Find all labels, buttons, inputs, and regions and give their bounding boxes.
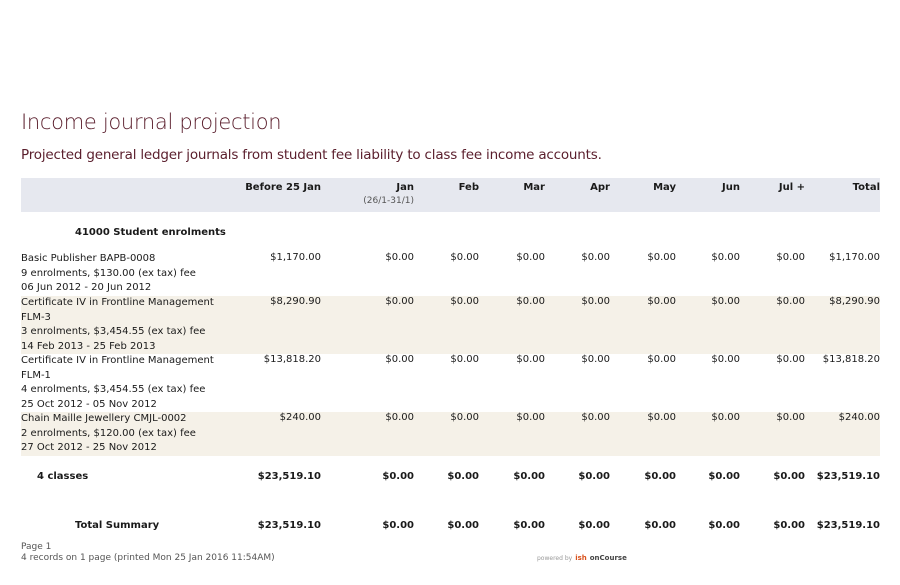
income-journal-table [21, 178, 880, 544]
cell-total: $1,170.00 [829, 252, 880, 263]
class-enrolments: 3 enrolments, $3,454.55 (ex tax) fee [21, 326, 206, 337]
cell-feb: $0.00 [414, 412, 479, 456]
class-dates: 27 Oct 2012 - 25 Nov 2012 [21, 442, 157, 453]
summary-total: $23,519.10 [816, 519, 880, 531]
cell-mar: $0.00 [479, 296, 545, 354]
powered-by-text: powered by [537, 554, 573, 562]
class-enrolments: 2 enrolments, $120.00 (ex tax) fee [21, 427, 196, 439]
cell-feb: $0.00 [450, 354, 479, 365]
summary-jun: $0.00 [708, 519, 740, 531]
table-header-row [21, 178, 880, 212]
account-row [21, 212, 880, 252]
summary-label: Total Summary [75, 519, 160, 531]
cell-jan: $0.00 [385, 252, 414, 263]
table-row [21, 252, 880, 296]
cell-jun: $0.00 [676, 412, 740, 456]
subtotal-apr: $0.00 [578, 470, 610, 482]
subtotal-jan: $0.00 [382, 470, 414, 482]
cell-mar: $0.00 [516, 354, 545, 365]
cell-mar: $0.00 [479, 412, 545, 456]
subtotal-total: $23,519.10 [816, 470, 880, 482]
class-dates: 14 Feb 2013 - 25 Feb 2013 [21, 340, 156, 352]
oncourse-brand: onCourse [589, 554, 627, 562]
header-jan: Jan (26/1-31/1) [321, 178, 414, 212]
cell-jan: $0.00 [321, 296, 414, 354]
header-jan-range: (26/1-31/1) [363, 196, 414, 206]
ish-logo-icon: ish [575, 554, 587, 562]
class-dates: 25 Oct 2012 - 05 Nov 2012 [21, 398, 157, 410]
cell-jul: $0.00 [776, 252, 805, 263]
subtotal-jun: $0.00 [708, 470, 740, 482]
page-footer [21, 542, 275, 564]
report-title: Income journal projection [21, 110, 282, 134]
cell-total: $240.00 [805, 412, 880, 456]
header-before: Before 25 Jan [239, 178, 321, 212]
summary-may: $0.00 [644, 519, 676, 531]
class-name: Chain Maille Jewellery CMJL-0002 [21, 413, 187, 424]
cell-feb: $0.00 [414, 296, 479, 354]
cell-jul: $0.00 [740, 412, 805, 456]
cell-jan: $0.00 [385, 354, 414, 365]
header-description [21, 178, 239, 212]
subtotal-jul: $0.00 [773, 470, 805, 482]
cell-before: $13,818.20 [263, 354, 321, 365]
table-row [21, 354, 880, 412]
class-enrolments: 9 enrolments, $130.00 (ex tax) fee [21, 267, 196, 279]
cell-may: $0.00 [610, 412, 676, 456]
cell-total: $8,290.90 [805, 296, 880, 354]
page-number: Page 1 [21, 542, 52, 552]
summary-jul: $0.00 [773, 519, 805, 531]
cell-may: $0.00 [647, 252, 676, 263]
header-mar: Mar [479, 178, 545, 212]
report-subtitle: Projected general ledger journals from student fee liability to class fee income accounts. [21, 147, 602, 163]
summary-feb: $0.00 [447, 519, 479, 531]
table-row [21, 412, 880, 456]
cell-mar: $0.00 [516, 252, 545, 263]
cell-before: $1,170.00 [270, 252, 321, 263]
spacer-row [21, 496, 880, 506]
header-apr: Apr [545, 178, 610, 212]
cell-may: $0.00 [647, 354, 676, 365]
table-row [21, 296, 880, 354]
cell-apr: $0.00 [545, 296, 610, 354]
cell-feb: $0.00 [450, 252, 479, 263]
cell-before: $240.00 [239, 412, 321, 456]
header-may: May [610, 178, 676, 212]
header-total: Total [805, 178, 880, 212]
cell-total: $13,818.20 [822, 354, 880, 365]
cell-apr: $0.00 [545, 412, 610, 456]
row-description [21, 354, 239, 412]
cell-before: $8,290.90 [239, 296, 321, 354]
row-description [21, 412, 239, 456]
cell-jun: $0.00 [711, 252, 740, 263]
subtotal-label: 4 classes [37, 470, 89, 482]
account-label: 41000 Student enrolments [75, 226, 226, 238]
cell-apr: $0.00 [581, 354, 610, 365]
subtotal-row [21, 456, 880, 496]
cell-jun: $0.00 [711, 354, 740, 365]
class-name: Certificate IV in Frontline Management FLM-1 [21, 355, 214, 381]
records-info: 4 records on 1 page (printed Mon 25 Jan 2016 11:54AM) [21, 553, 275, 563]
row-description [21, 296, 239, 354]
cell-jun: $0.00 [676, 296, 740, 354]
summary-apr: $0.00 [578, 519, 610, 531]
class-name: Certificate IV in Frontline Management FLM-3 [21, 297, 214, 323]
header-jul: Jul + [740, 178, 805, 212]
summary-jan: $0.00 [382, 519, 414, 531]
oncourse-logo [537, 554, 627, 562]
subtotal-feb: $0.00 [447, 470, 479, 482]
subtotal-before: $23,519.10 [257, 470, 321, 482]
summary-before: $23,519.10 [257, 519, 321, 531]
cell-jul: $0.00 [776, 354, 805, 365]
class-dates: 06 Jun 2012 - 20 Jun 2012 [21, 282, 152, 293]
cell-jan: $0.00 [321, 412, 414, 456]
cell-may: $0.00 [610, 296, 676, 354]
class-enrolments: 4 enrolments, $3,454.55 (ex tax) fee [21, 384, 206, 395]
summary-row [21, 506, 880, 544]
header-jun: Jun [676, 178, 740, 212]
header-feb: Feb [414, 178, 479, 212]
subtotal-may: $0.00 [644, 470, 676, 482]
summary-mar: $0.00 [513, 519, 545, 531]
cell-jul: $0.00 [740, 296, 805, 354]
row-description [21, 252, 239, 296]
cell-apr: $0.00 [581, 252, 610, 263]
subtotal-mar: $0.00 [513, 470, 545, 482]
class-name: Basic Publisher BAPB-0008 [21, 253, 156, 264]
